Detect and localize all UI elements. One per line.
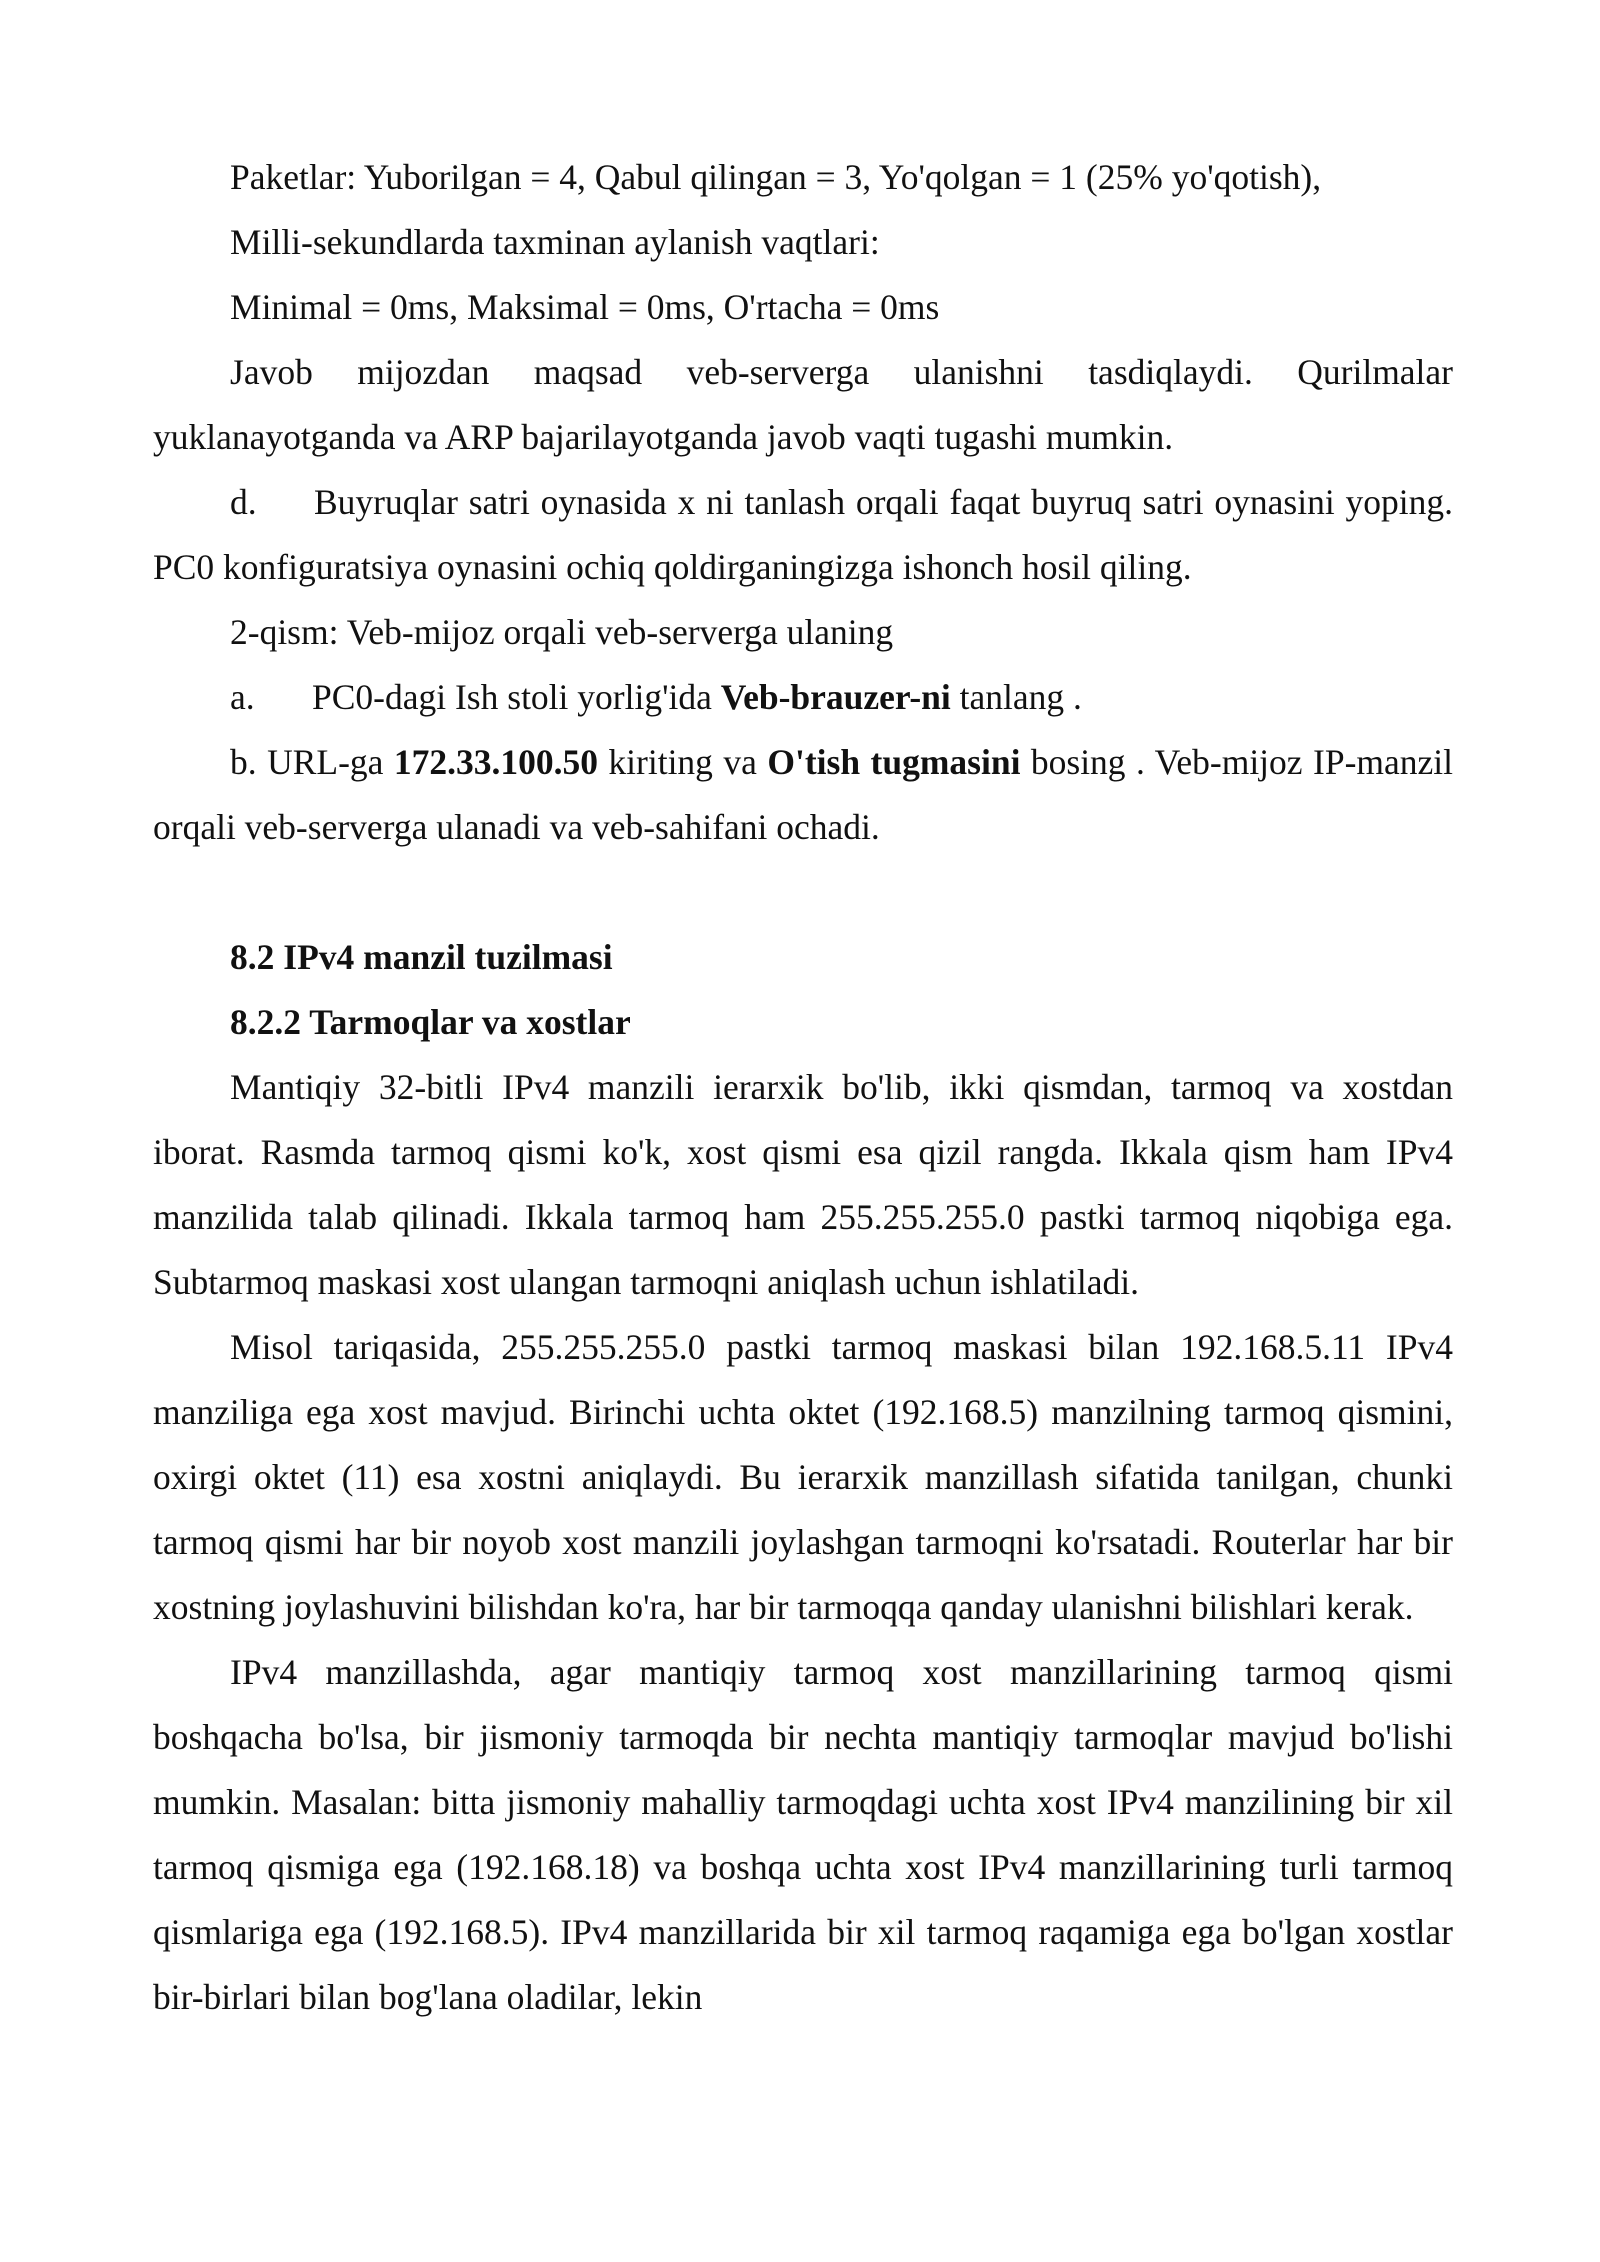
step-b-prefix: b. URL-ga [230, 742, 394, 782]
body-paragraph-2: Misol tariqasida, 255.255.255.0 pastki tarmoq maskasi bilan 192.168.5.11 IPv4 manziliga ega xost mavjud. Birinchi uchta oktet (192.168.5) manzilning tarmoq qismini, oxirgi oktet (11) esa xostni aniqlaydi. Bu ierarxik manzillash sifatida tanilgan, chunki tarmoq qismi har bir noyob xost manzili joylashgan tarmoqni ko'rsatadi. Routerlar har bir xostning joylashuvini bilishdan ko'ra, har bir tarmoqqa qanday ulanishni bilishlari kerak. [153, 1327, 1453, 1627]
step-d [153, 470, 1453, 600]
ping-packets-line: Paketlar: Yuborilgan = 4, Qabul qilingan = 3, Yo'qolgan = 1 (25% yo'qotish), [230, 157, 1322, 197]
step-b-button-text: O'tish tugmasini [767, 742, 1021, 782]
ping-rtt-heading: Milli-sekundlarda taxminan aylanish vaqtlari: [230, 222, 880, 262]
step-d-text: Buyruqlar satri oynasida x ni tanlash orqali faqat buyruq satri oynasini yoping. PC0 konfiguratsiya oynasini ochiq qoldirganingizga ishonch hosil qiling. [153, 482, 1453, 587]
step-d-letter: d. [230, 482, 257, 522]
reply-paragraph: Javob mijozdan maqsad veb-serverga ulanishni tasdiqlaydi. Qurilmalar yuklanayotganda va ARP bajarilayotganda javob vaqti tugashi mumkin. [153, 352, 1453, 457]
body-paragraph-3: IPv4 manzillashda, agar mantiqiy tarmoq xost manzillarining tarmoq qismi boshqacha bo'lsa, bir jismoniy tarmoqda bir nechta mantiqiy tarmoqlar mavjud bo'lishi mumkin. Masalan: bitta jismoniy mahalliy tarmoqdagi uchta xost IPv4 manzilining bir xil tarmoq qismiga ega (192.168.18) va boshqa uchta xost IPv4 manzillarining turli tarmoq qismlariga ega (192.168.5). IPv4 manzillarida bir xil tarmoq raqamiga ega bo'lgan xostlar bir-birlari bilan bog'lana oladilar, lekin [153, 1652, 1453, 2017]
ping-rtt-values: Minimal = 0ms, Maksimal = 0ms, O'rtacha = 0ms [230, 287, 940, 327]
step-a [153, 665, 1453, 730]
step-a-bold: Veb-brauzer-ni [720, 677, 951, 717]
part2-title: 2-qism: Veb-mijoz orqali veb-serverga ulaning [230, 612, 894, 652]
step-b-mid: kiriting va [597, 742, 768, 782]
step-a-text-before: PC0-dagi Ish stoli yorlig'ida [312, 677, 721, 717]
body-paragraph-1: Mantiqiy 32-bitli IPv4 manzili ierarxik bo'lib, ikki qismdan, tarmoq va xostdan iborat. Rasmda tarmoq qismi ko'k, xost qismi esa qizil rangda. Ikkala qism ham IPv4 manzilida talab qilinadi. Ikkala tarmoq ham 255.255.255.0 pastki tarmoq niqobiga ega. Subtarmoq maskasi xost ulangan tarmoqni aniqlash uchun ishlatiladi. [153, 1067, 1453, 1302]
step-b-ip: 172.33.100.50 [393, 742, 598, 782]
step-b-after: bosing . Veb-mijoz IP-manzil orqali veb-serverga ulanadi va veb-sahifani ochadi. [153, 742, 1453, 847]
subsection-heading: 8.2.2 Tarmoqlar va xostlar [230, 1002, 631, 1042]
step-a-text-after: tanlang . [950, 677, 1082, 717]
section-heading: 8.2 IPv4 manzil tuzilmasi [230, 937, 613, 977]
section-spacer [153, 860, 1453, 925]
step-b [153, 730, 1453, 860]
document-page [153, 145, 1453, 2030]
step-a-letter: a. [230, 677, 255, 717]
